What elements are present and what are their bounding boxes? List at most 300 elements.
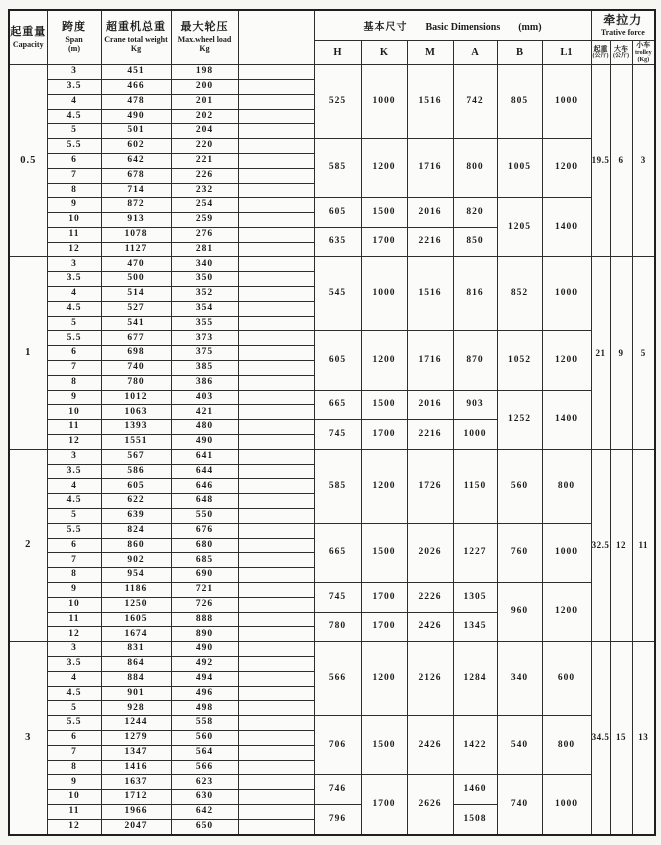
trative-hoist-cell: 32.5 <box>591 449 610 641</box>
dim-k-cell: 1700 <box>361 227 407 257</box>
blank-cell <box>238 213 314 228</box>
weight-cell: 602 <box>101 139 171 154</box>
weight-cell: 501 <box>101 124 171 139</box>
load-cell: 385 <box>171 361 238 376</box>
weight-cell: 478 <box>101 94 171 109</box>
weight-cell: 780 <box>101 375 171 390</box>
span-cell: 10 <box>47 213 101 228</box>
dim-h-cell: 635 <box>314 227 361 257</box>
weight-cell: 901 <box>101 686 171 701</box>
dim-b-cell: 805 <box>497 65 542 139</box>
span-cell: 8 <box>47 375 101 390</box>
load-cell: 566 <box>171 760 238 775</box>
dim-l1-cell: 800 <box>542 449 591 523</box>
load-cell: 494 <box>171 671 238 686</box>
blank-cell <box>238 94 314 109</box>
dim-l1-cell: 600 <box>542 642 591 716</box>
trative-hoist-cell: 19.5 <box>591 65 610 257</box>
span-cell: 11 <box>47 227 101 242</box>
weight-cell: 1347 <box>101 745 171 760</box>
weight-cell: 824 <box>101 523 171 538</box>
table-row <box>9 331 655 346</box>
load-cell: 644 <box>171 464 238 479</box>
load-cell: 373 <box>171 331 238 346</box>
dim-m-cell: 2016 <box>407 198 453 228</box>
trative-trolley-cell: 13 <box>632 642 655 835</box>
span-cell: 11 <box>47 420 101 435</box>
dim-b-cell: 1005 <box>497 139 542 198</box>
span-cell: 12 <box>47 627 101 642</box>
weight-cell: 872 <box>101 198 171 213</box>
blank-cell <box>238 716 314 731</box>
load-cell: 680 <box>171 538 238 553</box>
weight-cell: 451 <box>101 65 171 80</box>
load-cell: 200 <box>171 79 238 94</box>
dim-k-cell: 1500 <box>361 523 407 582</box>
dim-k-cell: 1000 <box>361 65 407 139</box>
dim-b-cell: 540 <box>497 716 542 775</box>
dim-a-cell: 1305 <box>453 583 497 613</box>
header-trative-hoist: 起重 (公斤) <box>591 41 610 65</box>
weight-cell: 1012 <box>101 390 171 405</box>
blank-cell <box>238 168 314 183</box>
weight-cell: 470 <box>101 257 171 272</box>
load-cell: 650 <box>171 819 238 834</box>
load-cell: 350 <box>171 272 238 287</box>
weight-cell: 1551 <box>101 435 171 450</box>
header-capacity-zh: 起重量 <box>10 25 47 38</box>
dim-m-cell: 2426 <box>407 612 453 642</box>
blank-cell <box>238 331 314 346</box>
blank-cell <box>238 375 314 390</box>
weight-cell: 884 <box>101 671 171 686</box>
header-dimensions-en: Basic Dimensions <box>425 21 501 33</box>
blank-cell <box>238 612 314 627</box>
dim-m-cell: 2626 <box>407 775 453 835</box>
weight-cell: 1078 <box>101 227 171 242</box>
blank-cell <box>238 109 314 124</box>
header-trative-en: Trative force <box>600 28 645 38</box>
dim-h-cell: 585 <box>314 449 361 523</box>
load-cell: 226 <box>171 168 238 183</box>
weight-cell: 527 <box>101 301 171 316</box>
header-trative-force <box>591 10 655 41</box>
dim-h-cell: 605 <box>314 331 361 390</box>
header-load-zh: 最大轮压 <box>180 21 229 34</box>
header-crane-total-weight <box>101 10 171 65</box>
load-cell: 726 <box>171 597 238 612</box>
dim-l1-cell: 1400 <box>542 198 591 257</box>
span-cell: 4.5 <box>47 686 101 701</box>
dim-h-cell: 780 <box>314 612 361 642</box>
weight-cell: 678 <box>101 168 171 183</box>
blank-cell <box>238 583 314 598</box>
blank-cell <box>238 257 314 272</box>
header-capacity <box>9 10 47 65</box>
dim-h-cell: 706 <box>314 716 361 775</box>
span-cell: 4 <box>47 287 101 302</box>
span-cell: 9 <box>47 198 101 213</box>
weight-cell: 466 <box>101 79 171 94</box>
weight-cell: 913 <box>101 213 171 228</box>
weight-cell: 698 <box>101 346 171 361</box>
weight-cell: 605 <box>101 479 171 494</box>
span-cell: 3 <box>47 449 101 464</box>
trative-bridge-cell: 15 <box>610 642 632 835</box>
load-cell: 721 <box>171 583 238 598</box>
blank-cell <box>238 287 314 302</box>
dim-l1-cell: 1200 <box>542 583 591 642</box>
table-row <box>9 775 655 790</box>
weight-cell: 740 <box>101 361 171 376</box>
dim-h-cell: 796 <box>314 804 361 834</box>
dim-a-cell: 1345 <box>453 612 497 642</box>
blank-cell <box>238 730 314 745</box>
dim-a-cell: 1284 <box>453 642 497 716</box>
load-cell: 496 <box>171 686 238 701</box>
span-cell: 5 <box>47 124 101 139</box>
dim-k-cell: 1000 <box>361 257 407 331</box>
blank-cell <box>238 553 314 568</box>
span-cell: 6 <box>47 730 101 745</box>
blank-cell <box>238 568 314 583</box>
dim-k-cell: 1200 <box>361 449 407 523</box>
load-cell: 232 <box>171 183 238 198</box>
blank-cell <box>238 523 314 538</box>
weight-cell: 1605 <box>101 612 171 627</box>
weight-cell: 1416 <box>101 760 171 775</box>
span-cell: 6 <box>47 538 101 553</box>
weight-cell: 1244 <box>101 716 171 731</box>
span-cell: 7 <box>47 553 101 568</box>
load-cell: 564 <box>171 745 238 760</box>
blank-cell <box>238 124 314 139</box>
blank-cell <box>238 597 314 612</box>
table-row <box>9 523 655 538</box>
span-cell: 3.5 <box>47 657 101 672</box>
weight-cell: 902 <box>101 553 171 568</box>
dim-b-cell: 1052 <box>497 331 542 390</box>
load-cell: 560 <box>171 730 238 745</box>
header-dim-a: A <box>453 41 497 65</box>
dim-m-cell: 2016 <box>407 390 453 420</box>
dim-l1-cell: 1000 <box>542 523 591 582</box>
span-cell: 4 <box>47 671 101 686</box>
weight-cell: 567 <box>101 449 171 464</box>
load-cell: 890 <box>171 627 238 642</box>
load-cell: 220 <box>171 139 238 154</box>
span-cell: 5.5 <box>47 331 101 346</box>
table-body <box>9 65 655 835</box>
span-cell: 3.5 <box>47 464 101 479</box>
header-span-en: Span <box>65 34 83 44</box>
load-cell: 201 <box>171 94 238 109</box>
span-cell: 5 <box>47 509 101 524</box>
dim-m-cell: 2216 <box>407 227 453 257</box>
blank-cell <box>238 790 314 805</box>
dim-k-cell: 1500 <box>361 390 407 420</box>
header-span <box>47 10 101 65</box>
load-cell: 646 <box>171 479 238 494</box>
span-cell: 3.5 <box>47 272 101 287</box>
blank-cell <box>238 819 314 834</box>
blank-cell <box>238 686 314 701</box>
dim-m-cell: 2216 <box>407 420 453 450</box>
span-cell: 4.5 <box>47 494 101 509</box>
dim-m-cell: 2426 <box>407 716 453 775</box>
load-cell: 558 <box>171 716 238 731</box>
dim-k-cell: 1200 <box>361 642 407 716</box>
dim-a-cell: 1422 <box>453 716 497 775</box>
table-row <box>9 257 655 272</box>
header-dim-h: H <box>314 41 361 65</box>
blank-cell <box>238 242 314 257</box>
blank-cell <box>238 745 314 760</box>
weight-cell: 2047 <box>101 819 171 834</box>
span-cell: 9 <box>47 583 101 598</box>
load-cell: 352 <box>171 287 238 302</box>
load-cell: 221 <box>171 153 238 168</box>
span-cell: 8 <box>47 760 101 775</box>
dim-m-cell: 2226 <box>407 583 453 613</box>
blank-cell <box>238 435 314 450</box>
dim-b-cell: 560 <box>497 449 542 523</box>
load-cell: 276 <box>171 227 238 242</box>
weight-cell: 864 <box>101 657 171 672</box>
weight-cell: 639 <box>101 509 171 524</box>
blank-cell <box>238 227 314 242</box>
blank-cell <box>238 642 314 657</box>
load-cell: 386 <box>171 375 238 390</box>
dim-b-cell: 1205 <box>497 198 542 257</box>
weight-cell: 1637 <box>101 775 171 790</box>
span-cell: 7 <box>47 361 101 376</box>
blank-cell <box>238 671 314 686</box>
trative-bridge-cell: 12 <box>610 449 632 641</box>
span-cell: 3.5 <box>47 79 101 94</box>
load-cell: 340 <box>171 257 238 272</box>
dim-m-cell: 1516 <box>407 65 453 139</box>
header-basic-dimensions <box>314 10 591 41</box>
dim-h-cell: 745 <box>314 420 361 450</box>
weight-cell: 514 <box>101 287 171 302</box>
dim-a-cell: 903 <box>453 390 497 420</box>
blank-cell <box>238 627 314 642</box>
dim-b-cell: 852 <box>497 257 542 331</box>
header-dim-m: M <box>407 41 453 65</box>
span-cell: 6 <box>47 346 101 361</box>
dim-a-cell: 800 <box>453 139 497 198</box>
blank-cell <box>238 464 314 479</box>
dim-a-cell: 1000 <box>453 420 497 450</box>
dim-h-cell: 525 <box>314 65 361 139</box>
header-blank-column <box>238 10 314 65</box>
blank-cell <box>238 775 314 790</box>
dim-b-cell: 760 <box>497 523 542 582</box>
header-load-unit: Kg <box>199 44 210 54</box>
header-trative-bridge: 大车 (公斤) <box>610 41 632 65</box>
load-cell: 492 <box>171 657 238 672</box>
dim-h-cell: 745 <box>314 583 361 613</box>
capacity-cell: 3 <box>9 642 47 835</box>
blank-cell <box>238 65 314 80</box>
dim-a-cell: 820 <box>453 198 497 228</box>
blank-cell <box>238 79 314 94</box>
weight-cell: 500 <box>101 272 171 287</box>
dim-l1-cell: 1000 <box>542 65 591 139</box>
dim-m-cell: 1726 <box>407 449 453 523</box>
header-span-unit: (m) <box>68 44 80 54</box>
weight-cell: 1250 <box>101 597 171 612</box>
dim-m-cell: 2026 <box>407 523 453 582</box>
table-row <box>9 449 655 464</box>
weight-cell: 954 <box>101 568 171 583</box>
load-cell: 641 <box>171 449 238 464</box>
span-cell: 5.5 <box>47 523 101 538</box>
header-trative-zh: 牵拉力 <box>603 13 643 28</box>
load-cell: 354 <box>171 301 238 316</box>
load-cell: 490 <box>171 435 238 450</box>
dim-k-cell: 1700 <box>361 612 407 642</box>
dim-m-cell: 1716 <box>407 331 453 390</box>
weight-cell: 1712 <box>101 790 171 805</box>
weight-cell: 1966 <box>101 804 171 819</box>
load-cell: 355 <box>171 316 238 331</box>
blank-cell <box>238 701 314 716</box>
dim-a-cell: 1150 <box>453 449 497 523</box>
load-cell: 690 <box>171 568 238 583</box>
blank-cell <box>238 272 314 287</box>
dim-a-cell: 850 <box>453 227 497 257</box>
blank-cell <box>238 509 314 524</box>
dim-h-cell: 585 <box>314 139 361 198</box>
dim-k-cell: 1500 <box>361 716 407 775</box>
header-dim-k: K <box>361 41 407 65</box>
span-cell: 10 <box>47 597 101 612</box>
weight-cell: 541 <box>101 316 171 331</box>
span-cell: 12 <box>47 435 101 450</box>
header-dim-l1: L1 <box>542 41 591 65</box>
trative-hoist-cell: 21 <box>591 257 610 449</box>
header-weight-en: Crane total weight <box>104 34 168 44</box>
span-cell: 8 <box>47 568 101 583</box>
blank-cell <box>238 538 314 553</box>
load-cell: 490 <box>171 642 238 657</box>
trative-trolley-cell: 3 <box>632 65 655 257</box>
dim-m-cell: 1516 <box>407 257 453 331</box>
header-max-wheel-load <box>171 10 238 65</box>
span-cell: 5.5 <box>47 139 101 154</box>
load-cell: 676 <box>171 523 238 538</box>
load-cell: 623 <box>171 775 238 790</box>
weight-cell: 831 <box>101 642 171 657</box>
dim-l1-cell: 1200 <box>542 139 591 198</box>
blank-cell <box>238 346 314 361</box>
trative-trolley-cell: 11 <box>632 449 655 641</box>
dim-a-cell: 816 <box>453 257 497 331</box>
span-cell: 9 <box>47 775 101 790</box>
span-cell: 8 <box>47 183 101 198</box>
load-cell: 281 <box>171 242 238 257</box>
blank-cell <box>238 479 314 494</box>
load-cell: 198 <box>171 65 238 80</box>
span-cell: 10 <box>47 405 101 420</box>
span-cell: 10 <box>47 790 101 805</box>
capacity-cell: 2 <box>9 449 47 641</box>
weight-cell: 622 <box>101 494 171 509</box>
trative-trolley-cell: 5 <box>632 257 655 449</box>
span-cell: 11 <box>47 612 101 627</box>
capacity-cell: 0.5 <box>9 65 47 257</box>
crane-spec-table <box>8 9 656 836</box>
span-cell: 3 <box>47 257 101 272</box>
span-cell: 7 <box>47 745 101 760</box>
blank-cell <box>238 657 314 672</box>
dim-k-cell: 1200 <box>361 139 407 198</box>
dim-k-cell: 1500 <box>361 198 407 228</box>
load-cell: 648 <box>171 494 238 509</box>
dim-b-cell: 1252 <box>497 390 542 449</box>
span-cell: 4.5 <box>47 301 101 316</box>
blank-cell <box>238 420 314 435</box>
blank-cell <box>238 153 314 168</box>
dim-a-cell: 1227 <box>453 523 497 582</box>
load-cell: 421 <box>171 405 238 420</box>
load-cell: 403 <box>171 390 238 405</box>
dim-a-cell: 1460 <box>453 775 497 805</box>
dim-l1-cell: 1400 <box>542 390 591 449</box>
span-cell: 9 <box>47 390 101 405</box>
span-cell: 12 <box>47 242 101 257</box>
load-cell: 630 <box>171 790 238 805</box>
blank-cell <box>238 139 314 154</box>
table-row <box>9 583 655 598</box>
load-cell: 685 <box>171 553 238 568</box>
dim-l1-cell: 1200 <box>542 331 591 390</box>
blank-cell <box>238 390 314 405</box>
dim-l1-cell: 800 <box>542 716 591 775</box>
table-header <box>9 10 655 65</box>
blank-cell <box>238 760 314 775</box>
table-row <box>9 390 655 405</box>
span-cell: 7 <box>47 168 101 183</box>
span-cell: 4.5 <box>47 109 101 124</box>
blank-cell <box>238 183 314 198</box>
load-cell: 375 <box>171 346 238 361</box>
blank-cell <box>238 494 314 509</box>
load-cell: 642 <box>171 804 238 819</box>
weight-cell: 1063 <box>101 405 171 420</box>
dim-h-cell: 665 <box>314 523 361 582</box>
weight-cell: 586 <box>101 464 171 479</box>
load-cell: 259 <box>171 213 238 228</box>
trative-bridge-cell: 6 <box>610 65 632 257</box>
table-row <box>9 198 655 213</box>
span-cell: 5 <box>47 701 101 716</box>
dim-b-cell: 340 <box>497 642 542 716</box>
dim-h-cell: 746 <box>314 775 361 805</box>
table-row <box>9 65 655 80</box>
weight-cell: 714 <box>101 183 171 198</box>
header-dimensions-unit: (mm) <box>518 21 542 33</box>
blank-cell <box>238 449 314 464</box>
dim-k-cell: 1200 <box>361 331 407 390</box>
dim-h-cell: 605 <box>314 198 361 228</box>
header-weight-unit: Kg <box>130 44 142 54</box>
dim-a-cell: 1508 <box>453 804 497 834</box>
capacity-cell: 1 <box>9 257 47 449</box>
dim-h-cell: 566 <box>314 642 361 716</box>
